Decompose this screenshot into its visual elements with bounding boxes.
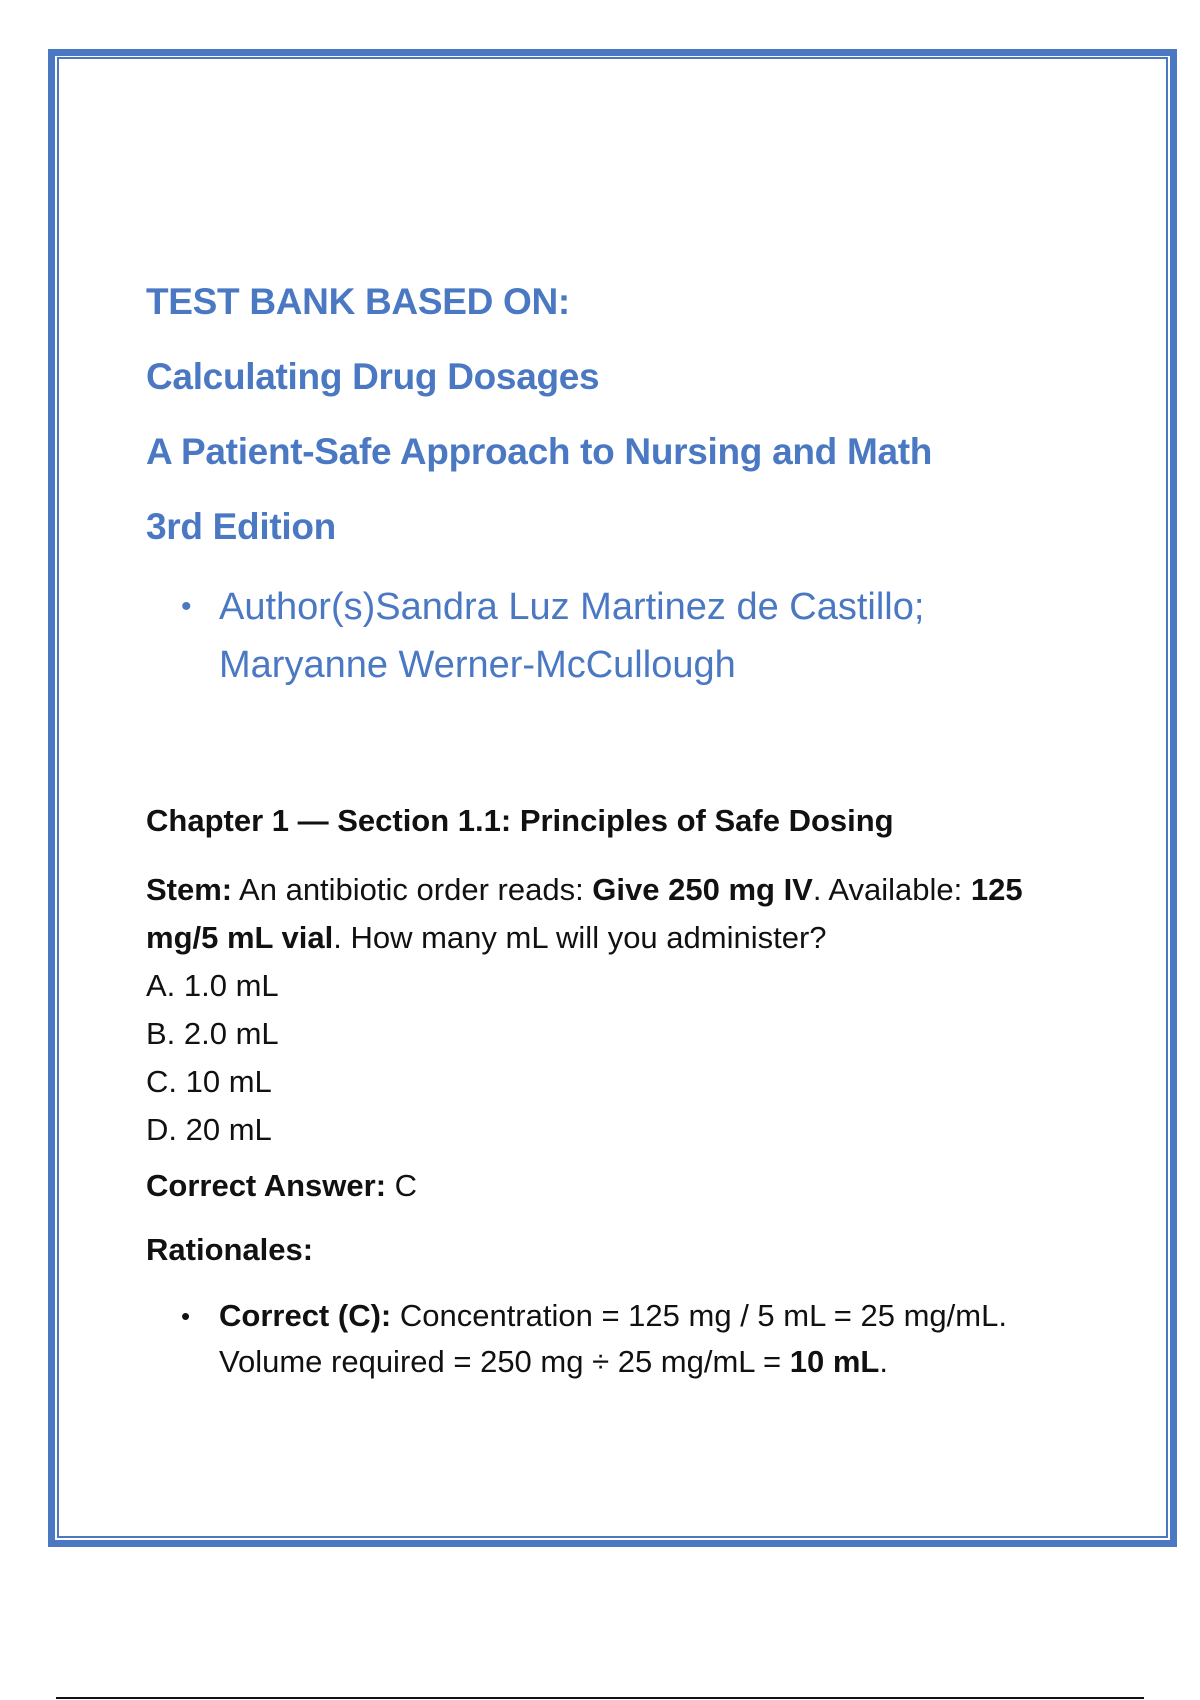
correct-answer-value: C <box>386 1168 418 1203</box>
book-edition: 3rd Edition <box>146 506 336 547</box>
rationale-text-end: . <box>879 1344 888 1379</box>
correct-answer-label: Correct Answer: <box>146 1168 387 1203</box>
rationales-heading: Rationales: <box>146 1232 314 1267</box>
author-list-item <box>146 578 1086 694</box>
stem-text: . How many mL will you administer? <box>333 920 827 955</box>
book-subtitle: A Patient-Safe Approach to Nursing and Math <box>146 431 933 472</box>
answer-options <box>146 962 1086 1154</box>
question-stem <box>146 866 1086 962</box>
document-content <box>146 280 1086 1385</box>
answer-option: C. 10 mL <box>146 1064 272 1099</box>
stem-available: 125 mg/5 mL vial <box>146 872 1023 955</box>
footer-divider <box>56 1697 1144 1699</box>
title-label: TEST BANK BASED ON: <box>146 281 570 322</box>
author-text: Author(s)Sandra Luz Martinez de Castillo; Maryanne Werner-McCullough <box>219 586 925 686</box>
chapter-heading: Chapter 1 — Section 1.1: Principles of Safe Dosing <box>146 803 894 838</box>
stem-text: An antibiotic order reads: <box>232 872 593 907</box>
rationale-label: Correct (C): <box>219 1298 392 1333</box>
rationale-list-item <box>146 1293 1086 1385</box>
bullet-icon: • <box>181 1301 191 1331</box>
rationale-result: 10 mL <box>789 1344 880 1379</box>
correct-answer <box>146 1166 1086 1206</box>
answer-option: B. 2.0 mL <box>146 1016 279 1051</box>
stem-label: Stem: <box>146 872 233 907</box>
bullet-icon: • <box>181 590 192 623</box>
stem-text: . Available: <box>812 872 971 907</box>
rationale-text: Concentration = 125 mg / 5 mL = 25 mg/mL. Volume required = 250 mg ÷ 25 mg/mL = <box>219 1298 1007 1379</box>
answer-option: A. 1.0 mL <box>146 968 279 1003</box>
stem-order: Give 250 mg IV <box>592 872 813 907</box>
book-title: Calculating Drug Dosages <box>146 356 600 397</box>
answer-option: D. 20 mL <box>146 1112 272 1147</box>
